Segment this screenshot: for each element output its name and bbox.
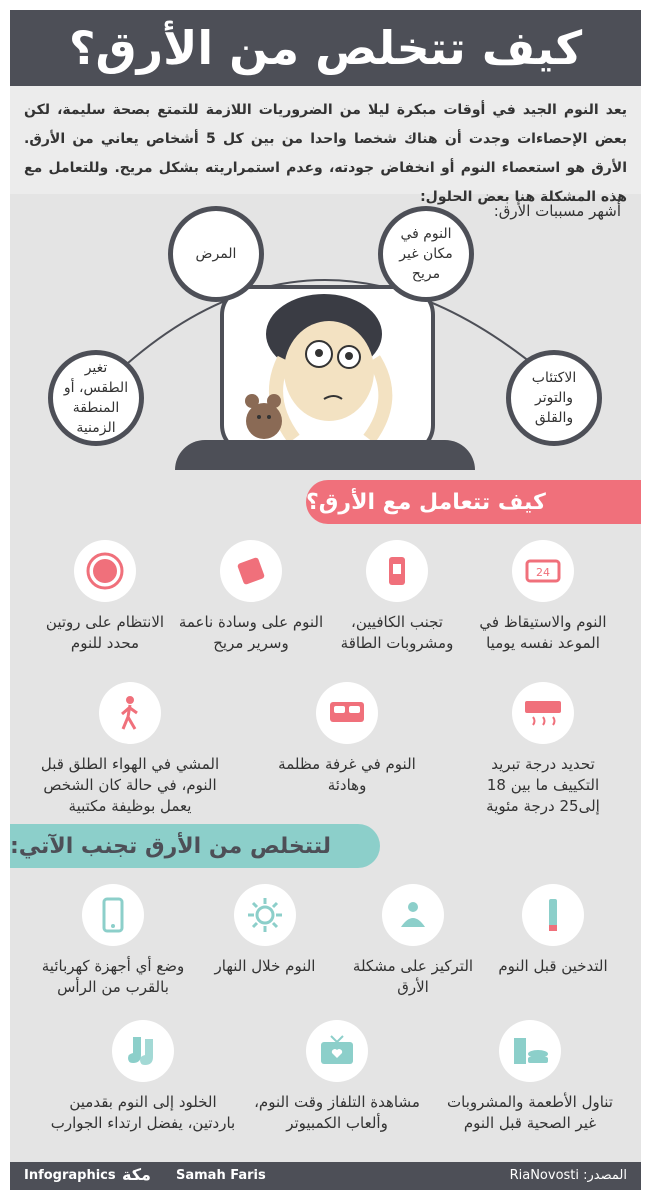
clock-icon xyxy=(512,540,574,602)
smartphone-icon xyxy=(82,884,144,946)
cause-illness: المرض xyxy=(168,206,264,302)
tip-routine: الانتظام على روتين محدد للنوم xyxy=(30,540,180,654)
tip-ac-temperature: تحديد درجة تبريد التكييف ما بين 18 إلى25 درجة مئوية xyxy=(468,682,618,817)
footer-bar xyxy=(10,1162,641,1190)
avoid-banner: لتتخلص من الأرق تجنب الآتي: xyxy=(10,824,380,868)
footer-source: المصدر: RiaNovosti xyxy=(509,1168,627,1183)
cause-uncomfortable-place: النوم في مكان غير مريح xyxy=(378,206,474,302)
energy-can-icon xyxy=(366,540,428,602)
header-bar xyxy=(10,10,641,86)
avoid-smoking: التدخين قبل النوم xyxy=(488,884,618,977)
tip-walk-outdoors: المشي في الهواء الطلق قبل النوم، في حالة كان الشخص يعمل بوظيفة مكتبية xyxy=(30,682,230,817)
sun-icon xyxy=(234,884,296,946)
svg-text:24: 24 xyxy=(536,566,550,579)
socks-icon xyxy=(112,1020,174,1082)
fast-food-icon xyxy=(499,1020,561,1082)
avoid-tv-games: مشاهدة التلفاز وقت النوم، وألعاب الكمبيوتر xyxy=(252,1020,422,1134)
avoid-devices-near-head: وضع أي أجهزة كهربائية بالقرب من الرأس xyxy=(38,884,188,998)
avoid-focusing-insomnia: التركيز على مشكلة الأرق xyxy=(348,884,478,998)
cause-depression-stress: الاكتئاب والتوتر والقلق xyxy=(506,350,602,446)
alarm-button-icon xyxy=(74,540,136,602)
tip-avoid-caffeine: تجنب الكافيين، ومشروبات الطاقة xyxy=(322,540,472,654)
causes-title: أشهر مسببات الأرق: xyxy=(493,202,621,220)
footer-author: Samah Faris xyxy=(176,1168,266,1183)
pillow-illustration xyxy=(220,285,435,455)
footer-brand: Infographics xyxy=(24,1168,116,1183)
cause-weather-timezone: تغير الطقس، أو المنطقة الزمنية xyxy=(48,350,144,446)
sleepless-man-icon xyxy=(224,289,431,451)
walking-person-icon xyxy=(99,682,161,744)
makkah-logo: مكة xyxy=(122,1165,151,1184)
tv-icon xyxy=(306,1020,368,1082)
pillow-icon xyxy=(220,540,282,602)
tip-consistent-schedule: 24 النوم والاستيقاظ في الموعد نفسه يوميا xyxy=(468,540,618,654)
tip-soft-pillow: النوم على وسادة ناعمة وسرير مريح xyxy=(176,540,326,654)
avoid-daytime-sleep: النوم خلال النهار xyxy=(200,884,330,977)
tip-dark-room: النوم في غرفة مظلمة وهادئة xyxy=(272,682,422,796)
page-title: كيف تتخلص من الأرق؟ xyxy=(68,21,583,75)
intro-panel xyxy=(10,86,641,205)
intro-text: يعد النوم الجيد في أوقات مبكرة ليلا من الضروريات اللازمة للتمتع بصحة سليمة، لكن بعض الإحصاءات وجدت أن هناك شخصا واحدا من بين كل 5 أشخاص يعاني من الأرق. الأرق هو استعصاء النوم أو انخفاض جودته، وعدم استمراريته بشكل مريح. وللتعامل مع هذه المشكلة هنا بعض الحلول: xyxy=(24,102,627,205)
infographic xyxy=(10,10,641,1190)
thinking-person-icon xyxy=(382,884,444,946)
blanket xyxy=(175,440,475,470)
avoid-cold-feet: الخلود إلى النوم بقدمين باردتين، يفضل ارتداء الجوارب xyxy=(48,1020,238,1134)
avoid-unhealthy-food: تناول الأطعمة والمشروبات غير الصحية قبل النوم xyxy=(440,1020,620,1134)
cigarette-icon xyxy=(522,884,584,946)
bed-icon xyxy=(316,682,378,744)
air-conditioner-icon xyxy=(512,682,574,744)
deal-banner: كيف تتعامل مع الأرق؟ xyxy=(306,480,641,524)
